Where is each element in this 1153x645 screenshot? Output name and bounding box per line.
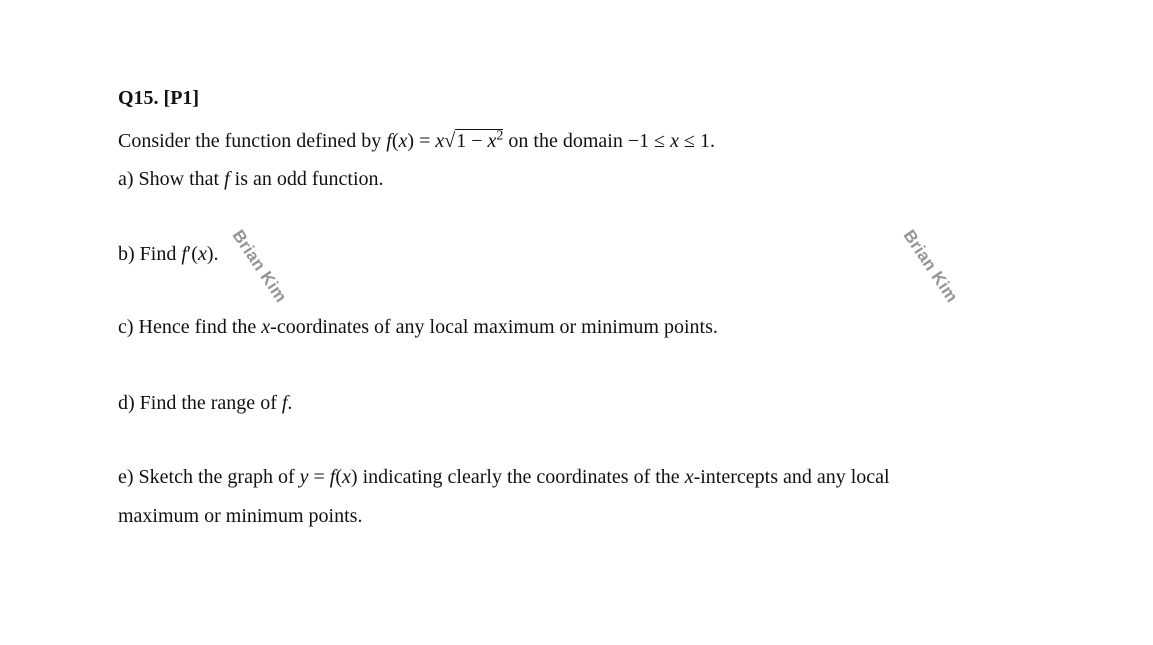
part-b-f: f xyxy=(181,243,187,265)
watermark-right: Brian Kim xyxy=(899,226,962,306)
part-b-prime: ′( xyxy=(186,243,198,265)
intro-prefix: Consider the function defined by xyxy=(118,130,387,152)
domain-variable: x xyxy=(670,130,679,152)
part-e-f: f xyxy=(329,466,336,488)
watermark-left: Brian Kim xyxy=(228,226,291,306)
part-c-x: x xyxy=(261,316,271,338)
part-c xyxy=(118,315,718,339)
part-e-continued xyxy=(118,504,362,528)
variable-x-coef: x xyxy=(435,130,445,152)
question-title-text: Q15. [P1] xyxy=(118,87,200,109)
radicand-exponent: 2 xyxy=(496,128,504,144)
part-e-mid: indicating clearly the coordinates of the xyxy=(357,466,685,488)
domain-upper: ≤ 1. xyxy=(679,130,715,152)
sqrt-radicand xyxy=(455,129,503,152)
paren-open: ( xyxy=(391,130,399,152)
part-e-y: y xyxy=(299,466,309,488)
part-b-end: ). xyxy=(206,243,219,265)
part-e-suffix: -intercepts and any local xyxy=(693,466,890,488)
part-b xyxy=(118,242,219,266)
variable-x: x xyxy=(398,130,408,152)
part-d-end: . xyxy=(287,392,293,414)
part-e-eq: = xyxy=(308,466,330,488)
part-e-prefix: e) Sketch the graph of xyxy=(118,466,300,488)
part-b-x: x xyxy=(197,243,207,265)
part-b-prefix: b) Find xyxy=(118,243,182,265)
part-a xyxy=(118,167,384,191)
part-a-prefix: a) Show that xyxy=(118,168,225,190)
question-title xyxy=(118,86,199,110)
part-e-x: x xyxy=(342,466,351,488)
part-a-f: f xyxy=(224,168,230,190)
part-e-x2: x xyxy=(684,466,694,488)
part-c-prefix: c) Hence find the xyxy=(118,316,262,338)
function-name: f xyxy=(386,130,392,152)
part-a-suffix: is an odd function. xyxy=(229,168,384,190)
part-e xyxy=(118,465,890,489)
part-d-f: f xyxy=(281,392,288,414)
intro-suffix: on the domain xyxy=(503,130,628,152)
part-e-rparen: ) xyxy=(350,466,358,488)
sqrt-expression xyxy=(444,127,503,153)
part-d xyxy=(118,391,292,415)
part-e-line2: maximum or minimum points. xyxy=(118,505,363,527)
part-c-suffix: -coordinates of any local maximum or minimum points. xyxy=(270,316,718,338)
part-e-lparen: ( xyxy=(335,466,343,488)
question-intro xyxy=(118,127,715,153)
paren-close: ) xyxy=(407,130,415,152)
domain-lower: −1 ≤ xyxy=(627,130,671,152)
radicand-constant: 1 − xyxy=(456,130,488,152)
equals-sign: = xyxy=(414,130,436,152)
part-d-prefix: d) Find the range of xyxy=(118,392,282,414)
sqrt-sign: √ xyxy=(444,130,456,152)
radicand-variable: x xyxy=(487,130,497,152)
